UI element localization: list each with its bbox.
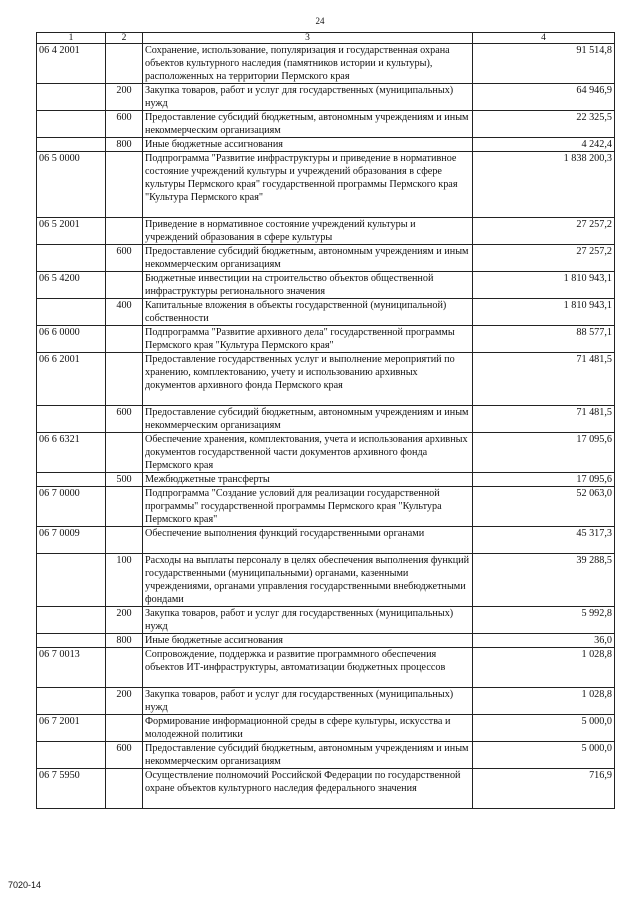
row-amount-cell: 4 242,4: [473, 138, 615, 152]
row-amount-cell: 1 810 943,1: [473, 272, 615, 299]
row-code-cell: [37, 473, 106, 487]
row-code-cell: 06 5 0000: [37, 152, 106, 218]
table-row: [37, 84, 615, 111]
row-amount-cell: 22 325,5: [473, 111, 615, 138]
row-amount-cell: 1 838 200,3: [473, 152, 615, 218]
row-description-cell: Предоставление субсидий бюджетным, автономным учреждениям и иным некоммерческим организациям: [143, 406, 473, 433]
row-amount-cell: 5 000,0: [473, 715, 615, 742]
row-description-cell: Бюджетные инвестиции на строительство объектов общественной инфраструктуры регионального значения: [143, 272, 473, 299]
row-expense-type-cell: 200: [106, 688, 143, 715]
row-expense-type-cell: [106, 487, 143, 527]
row-description-cell: Приведение в нормативное состояние учреждений культуры и учреждений образования в сфере культуры: [143, 218, 473, 245]
row-code-cell: 06 6 6321: [37, 433, 106, 473]
row-code-cell: 06 5 4200: [37, 272, 106, 299]
row-code-cell: [37, 84, 106, 111]
row-description-cell: Межбюджетные трансферты: [143, 473, 473, 487]
row-code-cell: 06 4 2001: [37, 44, 106, 84]
row-code-cell: [37, 245, 106, 272]
row-amount-cell: 5 992,8: [473, 607, 615, 634]
table-row: [37, 487, 615, 527]
row-amount-cell: 88 577,1: [473, 326, 615, 353]
row-amount-cell: 17 095,6: [473, 433, 615, 473]
table-row: [37, 152, 615, 218]
row-description-cell: Подпрограмма "Создание условий для реализации государственной программы" государственной программы Пермского края "Культура Пермского края": [143, 487, 473, 527]
row-amount-cell: 45 317,3: [473, 527, 615, 554]
table-row: [37, 111, 615, 138]
row-description-cell: Подпрограмма "Развитие инфраструктуры и приведение в нормативное состояние учреждений культуры и учреждений образования в сфере культуры Пермского края" государственной программы Пермского края "Культура Пермского края": [143, 152, 473, 218]
row-description-cell: Предоставление субсидий бюджетным, автономным учреждениям и иным некоммерческим организациям: [143, 111, 473, 138]
row-code-cell: 06 7 0009: [37, 527, 106, 554]
row-description-cell: Обеспечение хранения, комплектования, учета и использования архивных документов государственной части документов архивного фонда Пермского края: [143, 433, 473, 473]
row-code-cell: [37, 634, 106, 648]
table-row: [37, 742, 615, 769]
row-description-cell: Закупка товаров, работ и услуг для государственных (муниципальных) нужд: [143, 84, 473, 111]
row-description-cell: Формирование информационной среды в сфере культуры, искусства и молодежной политики: [143, 715, 473, 742]
row-description-cell: Расходы на выплаты персоналу в целях обеспечения выполнения функций государственными (муниципальными) органами, казенными учреждениями, органами управления государственными внебюджетными фондами: [143, 554, 473, 607]
row-expense-type-cell: 600: [106, 245, 143, 272]
row-code-cell: [37, 554, 106, 607]
row-code-cell: [37, 742, 106, 769]
row-code-cell: [37, 607, 106, 634]
row-description-cell: Капитальные вложения в объекты государственной (муниципальной) собственности: [143, 299, 473, 326]
table-row: [37, 688, 615, 715]
row-amount-cell: 27 257,2: [473, 218, 615, 245]
row-code-cell: 06 7 5950: [37, 769, 106, 809]
row-code-cell: 06 6 2001: [37, 353, 106, 406]
row-code-cell: [37, 111, 106, 138]
row-code-cell: 06 7 0000: [37, 487, 106, 527]
column-header-2: 2: [106, 33, 143, 44]
row-description-cell: Закупка товаров, работ и услуг для государственных (муниципальных) нужд: [143, 688, 473, 715]
row-expense-type-cell: [106, 527, 143, 554]
row-amount-cell: 1 028,8: [473, 688, 615, 715]
row-amount-cell: 1 810 943,1: [473, 299, 615, 326]
row-code-cell: [37, 406, 106, 433]
table-row: [37, 272, 615, 299]
row-expense-type-cell: 500: [106, 473, 143, 487]
table-row: [37, 245, 615, 272]
table-row: [37, 554, 615, 607]
table-header-row: [37, 33, 615, 44]
row-expense-type-cell: 600: [106, 111, 143, 138]
table-body: [37, 44, 615, 809]
row-description-cell: Подпрограмма "Развитие архивного дела" государственной программы Пермского края "Культура Пермского края": [143, 326, 473, 353]
row-amount-cell: 36,0: [473, 634, 615, 648]
row-amount-cell: 1 028,8: [473, 648, 615, 688]
row-description-cell: Предоставление субсидий бюджетным, автономным учреждениям и иным некоммерческим организациям: [143, 245, 473, 272]
row-expense-type-cell: 200: [106, 607, 143, 634]
table-row: [37, 769, 615, 809]
budget-table: [36, 32, 615, 809]
row-expense-type-cell: [106, 648, 143, 688]
table-row: [37, 326, 615, 353]
row-description-cell: Иные бюджетные ассигнования: [143, 634, 473, 648]
row-description-cell: Закупка товаров, работ и услуг для государственных (муниципальных) нужд: [143, 607, 473, 634]
row-description-cell: Сохранение, использование, популяризация и государственная охрана объектов культурного наследия (памятников истории и культуры), расположенных на территории Пермского края: [143, 44, 473, 84]
row-code-cell: 06 6 0000: [37, 326, 106, 353]
row-expense-type-cell: [106, 769, 143, 809]
row-code-cell: 06 7 0013: [37, 648, 106, 688]
row-amount-cell: 91 514,8: [473, 44, 615, 84]
row-amount-cell: 39 288,5: [473, 554, 615, 607]
row-expense-type-cell: 600: [106, 406, 143, 433]
table-row: [37, 607, 615, 634]
row-expense-type-cell: [106, 433, 143, 473]
row-description-cell: Предоставление государственных услуг и выполнение мероприятий по хранению, комплектованию, учету и использованию архивных документов архивного фонда Пермского края: [143, 353, 473, 406]
row-amount-cell: 5 000,0: [473, 742, 615, 769]
row-amount-cell: 71 481,5: [473, 353, 615, 406]
row-expense-type-cell: [106, 218, 143, 245]
column-header-1: 1: [37, 33, 106, 44]
row-description-cell: Иные бюджетные ассигнования: [143, 138, 473, 152]
table-row: [37, 648, 615, 688]
row-description-cell: Предоставление субсидий бюджетным, автономным учреждениям и иным некоммерческим организациям: [143, 742, 473, 769]
row-code-cell: 06 7 2001: [37, 715, 106, 742]
row-code-cell: [37, 299, 106, 326]
table-row: [37, 138, 615, 152]
row-description-cell: Обеспечение выполнения функций государственными органами: [143, 527, 473, 554]
table-row: [37, 473, 615, 487]
row-code-cell: [37, 138, 106, 152]
document-code: 7020-14: [8, 880, 42, 890]
row-amount-cell: 71 481,5: [473, 406, 615, 433]
row-description-cell: Сопровождение, поддержка и развитие программного обеспечения объектов ИТ-инфраструктуры, автоматизации бюджетных процессов: [143, 648, 473, 688]
row-expense-type-cell: 100: [106, 554, 143, 607]
column-header-3: 3: [143, 33, 473, 44]
table-row: [37, 353, 615, 406]
row-expense-type-cell: [106, 715, 143, 742]
table-row: [37, 406, 615, 433]
row-amount-cell: 716,9: [473, 769, 615, 809]
page-number: 24: [315, 16, 325, 26]
row-expense-type-cell: [106, 353, 143, 406]
row-description-cell: Осуществление полномочий Российской Федерации по государственной охране объектов культурного наследия федерального значения: [143, 769, 473, 809]
column-header-4: 4: [473, 33, 615, 44]
row-expense-type-cell: 800: [106, 634, 143, 648]
row-expense-type-cell: 600: [106, 742, 143, 769]
table-row: [37, 44, 615, 84]
row-code-cell: [37, 688, 106, 715]
row-amount-cell: 52 063,0: [473, 487, 615, 527]
row-code-cell: 06 5 2001: [37, 218, 106, 245]
table-row: [37, 433, 615, 473]
row-expense-type-cell: [106, 152, 143, 218]
row-expense-type-cell: [106, 326, 143, 353]
table-row: [37, 299, 615, 326]
row-expense-type-cell: [106, 44, 143, 84]
row-amount-cell: 17 095,6: [473, 473, 615, 487]
row-expense-type-cell: 200: [106, 84, 143, 111]
table-row: [37, 715, 615, 742]
row-amount-cell: 64 946,9: [473, 84, 615, 111]
table-row: [37, 634, 615, 648]
table-row: [37, 527, 615, 554]
row-amount-cell: 27 257,2: [473, 245, 615, 272]
row-expense-type-cell: 400: [106, 299, 143, 326]
row-expense-type-cell: 800: [106, 138, 143, 152]
table-row: [37, 218, 615, 245]
row-expense-type-cell: [106, 272, 143, 299]
